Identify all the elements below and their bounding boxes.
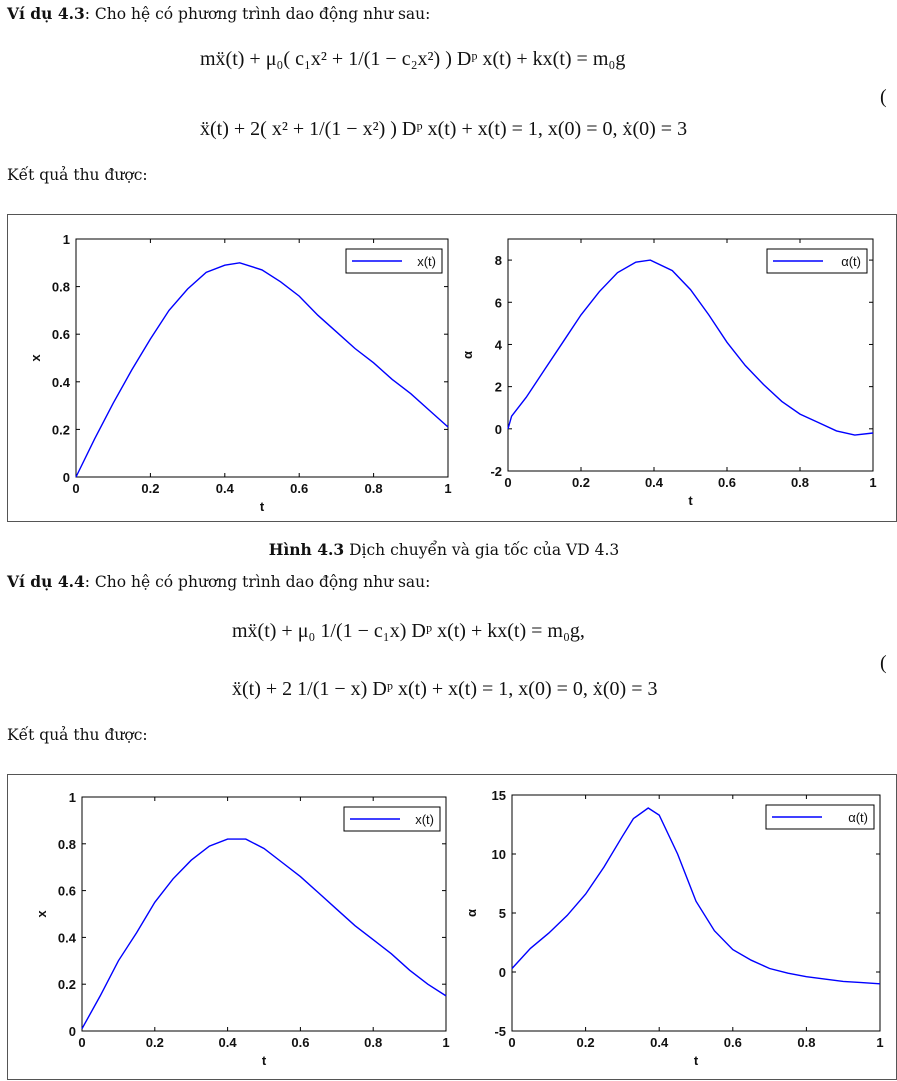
result-label: Kết quả thu được: xyxy=(7,166,148,184)
y-tick-label: 0.8 xyxy=(51,279,70,295)
x-tick-label: 0.6 xyxy=(291,1035,310,1050)
x-axis-label: t xyxy=(688,493,693,508)
y-tick-label: 0 xyxy=(68,1024,76,1039)
x-tick-label: 0.8 xyxy=(364,1035,383,1050)
plot-frame xyxy=(512,795,880,1031)
equation-4-3-specific: ẍ(t) + 2( x² + 1/(1 − x²) ) Dᵖ x(t) + x(t) = 1, x(0) = 0, ẋ(0) = 3 xyxy=(200,118,688,140)
y-axis-label: x xyxy=(34,910,49,918)
example-title: Ví dụ 4.4 xyxy=(7,572,85,591)
example-4-4-heading xyxy=(7,572,430,591)
x-tick-label: 0.2 xyxy=(571,475,591,490)
x-tick-label: 0 xyxy=(72,481,80,496)
x-tick-label: 0.6 xyxy=(723,1035,742,1050)
example-intro: : Cho hệ có phương trình dao động như sau: xyxy=(84,573,431,591)
y-tick-label: 15 xyxy=(491,788,506,803)
y-tick-label: -5 xyxy=(494,1024,506,1039)
legend-label: α(t) xyxy=(848,810,868,825)
equation-4-4-general: mẍ(t) + μ₀ 1/(1 − c₁x) Dᵖ x(t) + kx(t) = m₀g, xyxy=(232,620,585,642)
chart-x-displacement-4-4 xyxy=(8,775,448,1081)
chart-x-displacement-4-3 xyxy=(8,215,452,521)
equation-number: ( xyxy=(880,86,887,108)
plot-frame xyxy=(76,239,448,477)
x-tick-label: 1 xyxy=(442,1035,450,1050)
y-tick-label: 0.6 xyxy=(57,883,76,899)
y-axis-label: α xyxy=(460,351,475,359)
x-tick-label: 0.4 xyxy=(644,475,664,490)
x-tick-label: 0.2 xyxy=(141,481,160,496)
x-tick-label: 0.8 xyxy=(364,481,383,496)
x-tick-label: 1 xyxy=(869,475,877,490)
example-intro: : Cho hệ có phương trình dao động như sau: xyxy=(84,5,431,23)
chart-alpha-acceleration-4-3 xyxy=(448,215,888,521)
x-tick-label: 0.6 xyxy=(717,475,737,490)
caption-label: Hình 4.3 xyxy=(268,540,345,559)
x-tick-label: 0 xyxy=(78,1035,86,1050)
y-axis-label: x xyxy=(28,354,43,362)
y-tick-label: 0 xyxy=(494,421,502,437)
equation-4-3-general: mẍ(t) + μ₀( c₁x² + 1/(1 − c₂x²) ) Dᵖ x(t) + kx(t) = m₀g xyxy=(200,48,626,70)
x-tick-label: 0.4 xyxy=(215,481,234,496)
y-tick-label: 0.4 xyxy=(51,374,70,390)
x-tick-label: 0.4 xyxy=(650,1035,669,1050)
y-tick-label: 0.2 xyxy=(51,422,70,438)
figure-caption-4-3 xyxy=(0,540,888,559)
x-axis-label: t xyxy=(261,1053,267,1068)
y-tick-label: 0.2 xyxy=(57,977,76,993)
figure-4-4 xyxy=(7,774,897,1080)
y-axis-label: α xyxy=(464,909,479,917)
example-4-3-heading xyxy=(7,4,430,23)
x-tick-label: 0.8 xyxy=(797,1035,816,1050)
y-tick-label: 1 xyxy=(62,232,70,247)
y-tick-label: 6 xyxy=(494,295,502,311)
y-tick-label: 0.8 xyxy=(57,836,76,852)
y-tick-label: 0.4 xyxy=(57,930,76,946)
equation-4-4-specific: ẍ(t) + 2 1/(1 − x) Dᵖ x(t) + x(t) = 1, x(0) = 0, ẋ(0) = 3 xyxy=(232,678,658,700)
example-title: Ví dụ 4.3 xyxy=(7,4,85,23)
plot-frame xyxy=(82,797,446,1031)
y-tick-label: 4 xyxy=(494,337,502,353)
x-tick-label: 1 xyxy=(444,481,452,496)
x-axis-label: t xyxy=(259,499,265,514)
x-tick-label: 0 xyxy=(504,475,512,490)
y-tick-label: 0.6 xyxy=(51,327,70,343)
legend-label: α(t) xyxy=(841,254,861,269)
x-tick-label: 0.8 xyxy=(790,475,810,490)
plot-frame xyxy=(508,239,873,471)
result-label: Kết quả thu được: xyxy=(7,726,148,744)
y-tick-label: 8 xyxy=(494,253,502,269)
y-tick-label: 0 xyxy=(498,965,506,980)
x-tick-label: 0.2 xyxy=(145,1035,164,1050)
y-tick-label: -2 xyxy=(490,464,502,479)
x-tick-label: 0.6 xyxy=(290,481,309,496)
legend-label: x(t) xyxy=(417,254,436,269)
y-tick-label: 2 xyxy=(494,379,502,395)
x-tick-label: 1 xyxy=(876,1035,884,1050)
y-tick-label: 5 xyxy=(498,906,506,921)
caption-text: Dịch chuyển và gia tốc của VD 4.3 xyxy=(344,541,620,559)
x-axis-label: t xyxy=(693,1053,699,1068)
chart-alpha-acceleration-4-4 xyxy=(448,775,888,1081)
x-tick-label: 0.4 xyxy=(218,1035,237,1050)
legend-label: x(t) xyxy=(415,812,434,827)
y-tick-label: 10 xyxy=(491,847,506,862)
x-tick-label: 0 xyxy=(508,1035,516,1050)
equation-number: ( xyxy=(880,652,887,674)
x-tick-label: 0.2 xyxy=(576,1035,595,1050)
figure-4-3 xyxy=(7,214,897,522)
y-tick-label: 1 xyxy=(68,790,76,805)
y-tick-label: 0 xyxy=(62,470,70,485)
